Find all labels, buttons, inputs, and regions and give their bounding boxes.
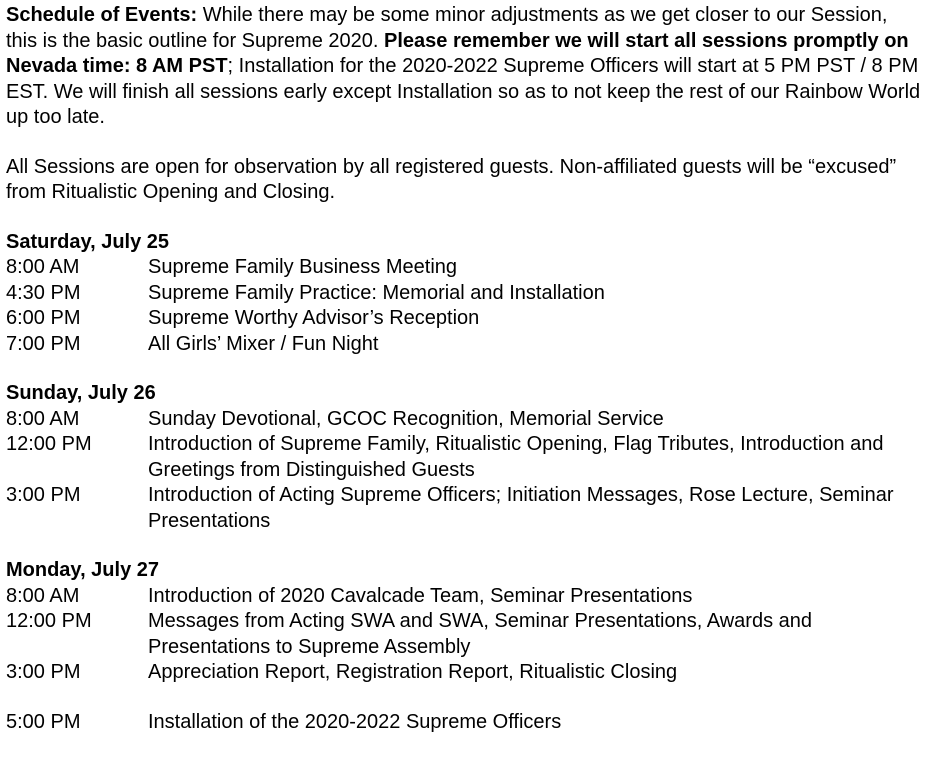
event-description: Supreme Worthy Advisor’s Reception	[148, 307, 480, 329]
event-description: Introduction of Supreme Family, Ritualistic Opening, Flag Tributes, Introduction and Greetings from Distinguished Guests	[148, 433, 884, 481]
event-description: All Girls’ Mixer / Fun Night	[148, 332, 379, 355]
event-row	[6, 432, 921, 483]
event-description: Installation of the 2020-2022 Supreme Officers	[148, 710, 562, 733]
event-time: 12:00 PM	[6, 610, 92, 632]
intro-label: Schedule of Events:	[6, 4, 198, 26]
installation-event-row	[6, 710, 921, 736]
event-description: Appreciation Report, Registration Report, Ritualistic Closing	[148, 661, 678, 683]
event-description: Messages from Acting SWA and SWA, Seminar Presentations, Awards and Presentations to Supreme Assembly	[148, 610, 813, 658]
event-description: Supreme Family Business Meeting	[148, 256, 458, 278]
event-description: Introduction of Acting Supreme Officers; Initiation Messages, Rose Lecture, Seminar Presentations	[148, 484, 894, 532]
event-time: 8:00 AM	[6, 407, 80, 430]
event-row	[6, 660, 921, 686]
intro-paragraph	[6, 3, 921, 131]
event-row	[6, 255, 921, 281]
event-row	[6, 483, 921, 534]
event-time: 6:00 PM	[6, 307, 81, 329]
event-row	[6, 332, 921, 358]
event-row	[6, 281, 921, 307]
day-heading: Monday, July 27	[6, 559, 160, 581]
intro-text-1: While there may be some minor adjustments as we get closer to our Session, this is the basic outline for Supreme 2020.	[6, 4, 888, 52]
event-time: 3:00 PM	[6, 661, 81, 683]
event-time: 8:00 AM	[6, 256, 80, 278]
event-row	[6, 584, 921, 610]
event-row	[6, 609, 921, 660]
event-time: 7:00 PM	[6, 332, 81, 355]
event-description: Introduction of 2020 Cavalcade Team, Seminar Presentations	[148, 584, 693, 607]
event-time: 8:00 AM	[6, 584, 80, 607]
event-time: 12:00 PM	[6, 433, 92, 455]
observation-note: All Sessions are open for observation by all registered guests. Non-affiliated guests will be “excused” from Ritualistic Opening and Closing.	[6, 155, 897, 203]
event-description: Supreme Family Practice: Memorial and Installation	[148, 281, 605, 304]
event-time: 4:30 PM	[6, 281, 81, 304]
event-row	[6, 306, 921, 332]
event-row	[6, 407, 921, 433]
day-heading: Saturday, July 25	[6, 230, 170, 253]
event-time: 3:00 PM	[6, 484, 81, 506]
intro-text-2: ; Installation for the 2020-2022 Supreme Officers will start at 5 PM PST / 8 PM EST. We will finish all sessions early except Installation so as to not keep the rest of our Rainbow World up too late.	[6, 55, 921, 128]
intro-bold-notice: Please remember we will start all sessions promptly on Nevada time: 8 AM PST	[6, 29, 909, 77]
day-section-sunday	[6, 381, 921, 534]
event-time: 5:00 PM	[6, 710, 81, 733]
day-heading: Sunday, July 26	[6, 382, 156, 404]
day-section-saturday	[6, 230, 921, 358]
schedule-document	[6, 3, 921, 759]
event-description: Sunday Devotional, GCOC Recognition, Memorial Service	[148, 407, 664, 430]
day-section-monday	[6, 558, 921, 735]
